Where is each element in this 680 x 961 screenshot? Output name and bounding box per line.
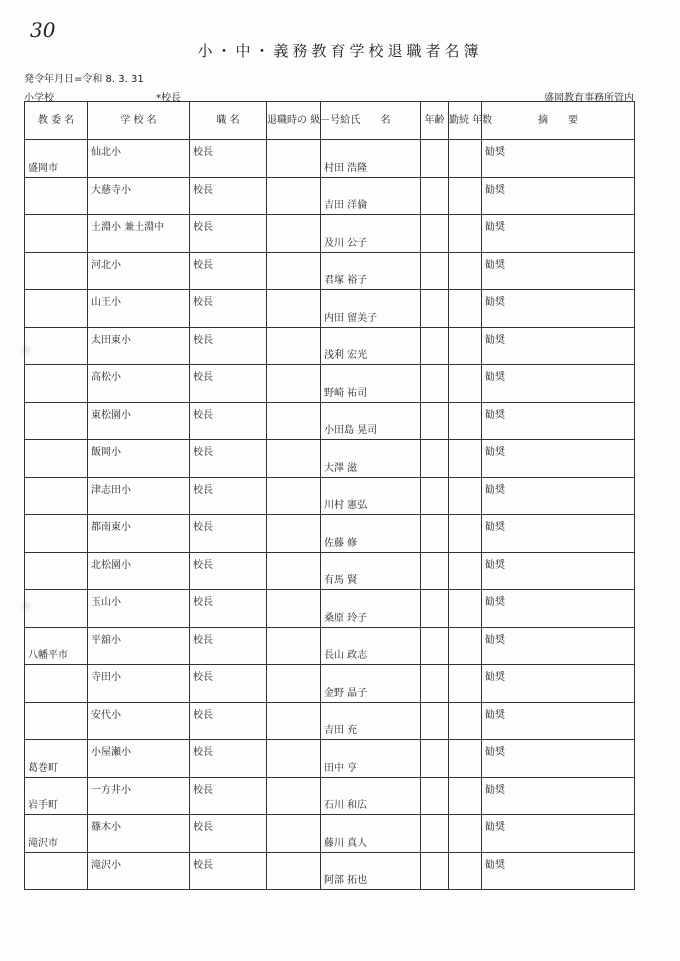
name-cell bbox=[321, 365, 421, 403]
remarks-cell-text: 勧奨 bbox=[485, 559, 505, 571]
title-cell bbox=[190, 365, 267, 403]
board-cell bbox=[25, 815, 88, 853]
title-cell bbox=[190, 252, 267, 290]
age-cell bbox=[421, 252, 449, 290]
header-title: 職 名 bbox=[190, 102, 267, 140]
board-cell bbox=[25, 177, 88, 215]
grade-cell bbox=[267, 740, 321, 778]
age-cell bbox=[421, 777, 449, 815]
title-cell bbox=[190, 852, 267, 890]
school-cell-text: 平舘小 bbox=[91, 634, 121, 646]
remarks-cell bbox=[482, 365, 635, 403]
grade-cell bbox=[267, 290, 321, 328]
school-cell bbox=[88, 252, 190, 290]
title-cell-text: 校長 bbox=[193, 634, 213, 646]
name-cell bbox=[321, 852, 421, 890]
school-cell bbox=[88, 552, 190, 590]
school-cell-text: 太田東小 bbox=[91, 334, 131, 346]
remarks-cell-text: 勧奨 bbox=[485, 147, 505, 158]
remarks-cell-text: 勧奨 bbox=[485, 747, 505, 758]
age-cell bbox=[421, 515, 449, 553]
board-cell bbox=[25, 402, 88, 440]
header-age: 年齢 bbox=[421, 102, 449, 140]
remarks-cell-text: 勧奨 bbox=[485, 409, 505, 421]
age-cell bbox=[421, 852, 449, 890]
remarks-cell-text: 勧奨 bbox=[485, 522, 505, 533]
school-cell bbox=[88, 665, 190, 703]
issue-date: 発令年月日=令和 8. 3. 31 bbox=[24, 74, 144, 85]
grade-cell bbox=[267, 477, 321, 515]
school-cell-text: 大慈寺小 bbox=[91, 184, 131, 196]
name-cell-text: 阿部 拓也 bbox=[324, 875, 368, 886]
school-cell-text: 滝沢小 bbox=[91, 859, 121, 871]
age-cell bbox=[421, 702, 449, 740]
board-cell bbox=[25, 777, 88, 815]
board-cell-text: 盛岡市 bbox=[28, 162, 58, 174]
remarks-cell bbox=[482, 290, 635, 328]
grade-cell bbox=[267, 702, 321, 740]
title-cell bbox=[190, 177, 267, 215]
retirement-register-table bbox=[24, 101, 635, 890]
age-cell bbox=[421, 365, 449, 403]
years-cell bbox=[449, 777, 482, 815]
school-cell bbox=[88, 590, 190, 628]
remarks-cell-text: 勧奨 bbox=[485, 634, 505, 646]
name-cell-text: 吉田 充 bbox=[324, 725, 358, 736]
title-cell-text: 校長 bbox=[193, 709, 213, 721]
remarks-cell bbox=[482, 477, 635, 515]
grade-cell bbox=[267, 590, 321, 628]
title-cell-text: 校長 bbox=[193, 747, 213, 758]
title-cell-text: 校長 bbox=[193, 559, 213, 571]
remarks-cell bbox=[482, 852, 635, 890]
name-cell bbox=[321, 252, 421, 290]
title-cell-text: 校長 bbox=[193, 822, 213, 833]
title-cell bbox=[190, 702, 267, 740]
title-cell bbox=[190, 627, 267, 665]
name-cell-text: 佐藤 修 bbox=[324, 537, 358, 549]
years-cell bbox=[449, 440, 482, 478]
board-cell bbox=[25, 702, 88, 740]
title-cell-text: 校長 bbox=[193, 297, 213, 308]
title-cell bbox=[190, 552, 267, 590]
table-row bbox=[25, 852, 635, 890]
name-cell bbox=[321, 702, 421, 740]
years-cell bbox=[449, 627, 482, 665]
header-board: 教 委 名 bbox=[25, 102, 88, 140]
school-cell-text: 篠木小 bbox=[91, 822, 121, 833]
age-cell bbox=[421, 140, 449, 178]
name-cell-text: 村田 浩隆 bbox=[324, 162, 368, 174]
title-cell-text: 校長 bbox=[193, 259, 213, 271]
name-cell-text: 及川 公子 bbox=[324, 237, 368, 249]
table-row bbox=[25, 515, 635, 553]
school-cell bbox=[88, 477, 190, 515]
age-cell bbox=[421, 590, 449, 628]
remarks-cell bbox=[482, 252, 635, 290]
years-cell bbox=[449, 590, 482, 628]
remarks-cell-text: 勧奨 bbox=[485, 447, 505, 458]
title-cell-text: 校長 bbox=[193, 859, 213, 871]
name-cell bbox=[321, 665, 421, 703]
school-cell bbox=[88, 627, 190, 665]
remarks-cell bbox=[482, 140, 635, 178]
years-cell bbox=[449, 365, 482, 403]
school-cell bbox=[88, 852, 190, 890]
table-row bbox=[25, 252, 635, 290]
years-cell bbox=[449, 327, 482, 365]
age-cell bbox=[421, 477, 449, 515]
age-cell bbox=[421, 402, 449, 440]
years-cell bbox=[449, 402, 482, 440]
board-cell bbox=[25, 590, 88, 628]
school-cell-text: 寺田小 bbox=[91, 672, 121, 683]
name-cell bbox=[321, 177, 421, 215]
age-cell bbox=[421, 327, 449, 365]
header-grade: 退職時の 級－号給 bbox=[267, 102, 321, 140]
title-cell bbox=[190, 740, 267, 778]
remarks-cell-text: 勧奨 bbox=[485, 484, 505, 496]
board-cell bbox=[25, 627, 88, 665]
name-cell bbox=[321, 515, 421, 553]
years-cell bbox=[449, 852, 482, 890]
years-cell bbox=[449, 815, 482, 853]
name-cell-text: 君塚 裕子 bbox=[324, 275, 368, 286]
school-cell bbox=[88, 365, 190, 403]
school-cell-text: 仙北小 bbox=[91, 147, 121, 158]
grade-cell bbox=[267, 627, 321, 665]
name-cell-text: 大澤 滋 bbox=[324, 462, 358, 474]
board-cell-text: 滝沢市 bbox=[28, 837, 58, 849]
table-row bbox=[25, 590, 635, 628]
name-cell bbox=[321, 215, 421, 253]
title-cell-text: 校長 bbox=[193, 222, 213, 233]
school-cell bbox=[88, 290, 190, 328]
school-cell-text: 山王小 bbox=[91, 297, 121, 308]
age-cell bbox=[421, 290, 449, 328]
name-cell bbox=[321, 477, 421, 515]
remarks-cell bbox=[482, 590, 635, 628]
table-row bbox=[25, 327, 635, 365]
school-cell bbox=[88, 515, 190, 553]
title-cell-text: 校長 bbox=[193, 522, 213, 533]
title-cell-text: 校長 bbox=[193, 597, 213, 608]
name-cell-text: 藤川 真人 bbox=[324, 837, 368, 849]
name-cell bbox=[321, 815, 421, 853]
table-row bbox=[25, 665, 635, 703]
table-row bbox=[25, 402, 635, 440]
name-cell bbox=[321, 552, 421, 590]
remarks-cell bbox=[482, 402, 635, 440]
grade-cell bbox=[267, 852, 321, 890]
header-school: 学 校 名 bbox=[88, 102, 190, 140]
years-cell bbox=[449, 252, 482, 290]
name-cell-text: 桑原 玲子 bbox=[324, 612, 368, 624]
name-cell-text: 有馬 賢 bbox=[324, 575, 358, 586]
remarks-cell-text: 勧奨 bbox=[485, 334, 505, 346]
table-row bbox=[25, 215, 635, 253]
remarks-cell-text: 勧奨 bbox=[485, 709, 505, 721]
board-cell bbox=[25, 365, 88, 403]
name-cell bbox=[321, 590, 421, 628]
name-cell-text: 浅利 宏光 bbox=[324, 350, 368, 361]
school-cell bbox=[88, 815, 190, 853]
title-cell-text: 校長 bbox=[193, 334, 213, 346]
name-cell-text: 内田 留美子 bbox=[324, 312, 378, 324]
table-row bbox=[25, 477, 635, 515]
school-cell-text: 東松園小 bbox=[91, 409, 131, 421]
years-cell bbox=[449, 665, 482, 703]
school-cell bbox=[88, 440, 190, 478]
table-row bbox=[25, 290, 635, 328]
school-cell-text: 河北小 bbox=[91, 259, 121, 271]
remarks-cell bbox=[482, 552, 635, 590]
title-cell bbox=[190, 215, 267, 253]
remarks-cell-text: 勧奨 bbox=[485, 597, 505, 608]
school-cell-text: 安代小 bbox=[91, 709, 121, 721]
title-cell-text: 校長 bbox=[193, 409, 213, 421]
table-row bbox=[25, 440, 635, 478]
remarks-cell bbox=[482, 440, 635, 478]
title-cell-text: 校長 bbox=[193, 184, 213, 196]
board-cell bbox=[25, 665, 88, 703]
remarks-cell bbox=[482, 327, 635, 365]
school-cell-text: 飯岡小 bbox=[91, 447, 121, 458]
school-cell bbox=[88, 177, 190, 215]
table-row bbox=[25, 740, 635, 778]
school-cell-text: 都南東小 bbox=[91, 522, 131, 533]
school-cell-text: 小屋瀬小 bbox=[91, 747, 131, 758]
name-cell-text: 吉田 洋倫 bbox=[324, 200, 368, 211]
title-cell-text: 校長 bbox=[193, 484, 213, 496]
remarks-cell-text: 勧奨 bbox=[485, 672, 505, 683]
title-cell bbox=[190, 477, 267, 515]
age-cell bbox=[421, 177, 449, 215]
title-cell bbox=[190, 515, 267, 553]
age-cell bbox=[421, 665, 449, 703]
remarks-cell-text: 勧奨 bbox=[485, 222, 505, 233]
grade-cell bbox=[267, 665, 321, 703]
table-row bbox=[25, 702, 635, 740]
years-cell bbox=[449, 215, 482, 253]
board-cell bbox=[25, 327, 88, 365]
header-name: 氏 名 bbox=[321, 102, 421, 140]
years-cell bbox=[449, 552, 482, 590]
school-cell-text: 一方井小 bbox=[91, 784, 131, 796]
school-cell-text: 高松小 bbox=[91, 372, 121, 383]
years-cell bbox=[449, 515, 482, 553]
title-cell bbox=[190, 402, 267, 440]
grade-cell bbox=[267, 515, 321, 553]
remarks-cell bbox=[482, 177, 635, 215]
board-cell bbox=[25, 515, 88, 553]
name-cell-text: 田中 亨 bbox=[324, 762, 358, 774]
remarks-cell bbox=[482, 702, 635, 740]
title-cell-text: 校長 bbox=[193, 672, 213, 683]
school-cell-text: 玉山小 bbox=[91, 597, 121, 608]
years-cell bbox=[449, 702, 482, 740]
grade-cell bbox=[267, 402, 321, 440]
name-cell bbox=[321, 440, 421, 478]
remarks-cell-text: 勧奨 bbox=[485, 297, 505, 308]
board-cell bbox=[25, 252, 88, 290]
board-cell-text: 葛巻町 bbox=[28, 762, 58, 774]
grade-cell bbox=[267, 215, 321, 253]
header-years: 勤続 年数 bbox=[449, 102, 482, 140]
board-cell-text: 八幡平市 bbox=[28, 650, 68, 661]
board-cell bbox=[25, 140, 88, 178]
table-row bbox=[25, 365, 635, 403]
name-cell-text: 小田島 晃司 bbox=[324, 425, 378, 436]
school-cell-text: 土淵小 兼土淵中 bbox=[91, 222, 165, 233]
school-type: 小学校 bbox=[24, 93, 54, 104]
jurisdiction: 盛岡教育事務所管内 bbox=[544, 93, 634, 104]
grade-cell bbox=[267, 177, 321, 215]
remarks-cell bbox=[482, 515, 635, 553]
board-cell bbox=[25, 740, 88, 778]
table-row bbox=[25, 777, 635, 815]
school-cell bbox=[88, 702, 190, 740]
years-cell bbox=[449, 477, 482, 515]
age-cell bbox=[421, 552, 449, 590]
board-cell bbox=[25, 290, 88, 328]
name-cell bbox=[321, 290, 421, 328]
name-cell bbox=[321, 402, 421, 440]
table-row bbox=[25, 552, 635, 590]
title-cell bbox=[190, 327, 267, 365]
page-number: 30 bbox=[30, 18, 56, 42]
age-cell bbox=[421, 815, 449, 853]
remarks-cell-text: 勧奨 bbox=[485, 822, 505, 833]
board-cell bbox=[25, 215, 88, 253]
years-cell bbox=[449, 140, 482, 178]
title-cell-text: 校長 bbox=[193, 147, 213, 158]
school-cell bbox=[88, 777, 190, 815]
board-cell bbox=[25, 477, 88, 515]
remarks-cell bbox=[482, 777, 635, 815]
title-cell bbox=[190, 140, 267, 178]
age-cell bbox=[421, 740, 449, 778]
table-row bbox=[25, 140, 635, 178]
grade-cell bbox=[267, 140, 321, 178]
title-cell bbox=[190, 777, 267, 815]
table-row bbox=[25, 177, 635, 215]
header-row bbox=[25, 102, 635, 140]
board-cell-text: 岩手町 bbox=[28, 800, 58, 811]
remarks-cell-text: 勧奨 bbox=[485, 784, 505, 796]
name-cell-text: 川村 憲弘 bbox=[324, 500, 368, 511]
remarks-cell-text: 勧奨 bbox=[485, 859, 505, 871]
title-cell bbox=[190, 290, 267, 328]
grade-cell bbox=[267, 327, 321, 365]
board-cell bbox=[25, 440, 88, 478]
school-cell bbox=[88, 327, 190, 365]
title-cell bbox=[190, 440, 267, 478]
name-cell-text: 野崎 祐司 bbox=[324, 387, 368, 399]
grade-cell bbox=[267, 552, 321, 590]
remarks-cell bbox=[482, 627, 635, 665]
table-row bbox=[25, 815, 635, 853]
years-cell bbox=[449, 290, 482, 328]
header-remarks: 摘 要 bbox=[482, 102, 635, 140]
name-cell-text: 金野 晶子 bbox=[324, 687, 368, 699]
school-cell bbox=[88, 740, 190, 778]
name-cell bbox=[321, 777, 421, 815]
title-cell-text: 校長 bbox=[193, 372, 213, 383]
name-cell bbox=[321, 627, 421, 665]
school-cell bbox=[88, 215, 190, 253]
grade-cell bbox=[267, 777, 321, 815]
title-cell-text: 校長 bbox=[193, 784, 213, 796]
name-cell bbox=[321, 327, 421, 365]
table-body bbox=[25, 140, 635, 890]
remarks-cell-text: 勧奨 bbox=[485, 259, 505, 271]
grade-cell bbox=[267, 440, 321, 478]
years-cell bbox=[449, 740, 482, 778]
school-cell bbox=[88, 402, 190, 440]
document-title: 小・中・義務教育学校退職者名簿 bbox=[197, 42, 483, 60]
name-cell-text: 石川 和広 bbox=[324, 800, 368, 811]
years-cell bbox=[449, 177, 482, 215]
title-cell bbox=[190, 815, 267, 853]
position-type: *校長 bbox=[156, 93, 181, 104]
grade-cell bbox=[267, 365, 321, 403]
title-cell-text: 校長 bbox=[193, 447, 213, 458]
grade-cell bbox=[267, 815, 321, 853]
remarks-cell-text: 勧奨 bbox=[485, 372, 505, 383]
remarks-cell-text: 勧奨 bbox=[485, 184, 505, 196]
school-cell bbox=[88, 140, 190, 178]
remarks-cell bbox=[482, 815, 635, 853]
name-cell-text: 長山 政志 bbox=[324, 650, 368, 661]
remarks-cell bbox=[482, 215, 635, 253]
grade-cell bbox=[267, 252, 321, 290]
table-row bbox=[25, 627, 635, 665]
age-cell bbox=[421, 440, 449, 478]
name-cell bbox=[321, 740, 421, 778]
school-cell-text: 北松園小 bbox=[91, 559, 131, 571]
title-cell bbox=[190, 665, 267, 703]
board-cell bbox=[25, 552, 88, 590]
name-cell bbox=[321, 140, 421, 178]
title-cell bbox=[190, 590, 267, 628]
remarks-cell bbox=[482, 665, 635, 703]
remarks-cell bbox=[482, 740, 635, 778]
school-cell-text: 津志田小 bbox=[91, 484, 131, 496]
age-cell bbox=[421, 627, 449, 665]
board-cell bbox=[25, 852, 88, 890]
age-cell bbox=[421, 215, 449, 253]
